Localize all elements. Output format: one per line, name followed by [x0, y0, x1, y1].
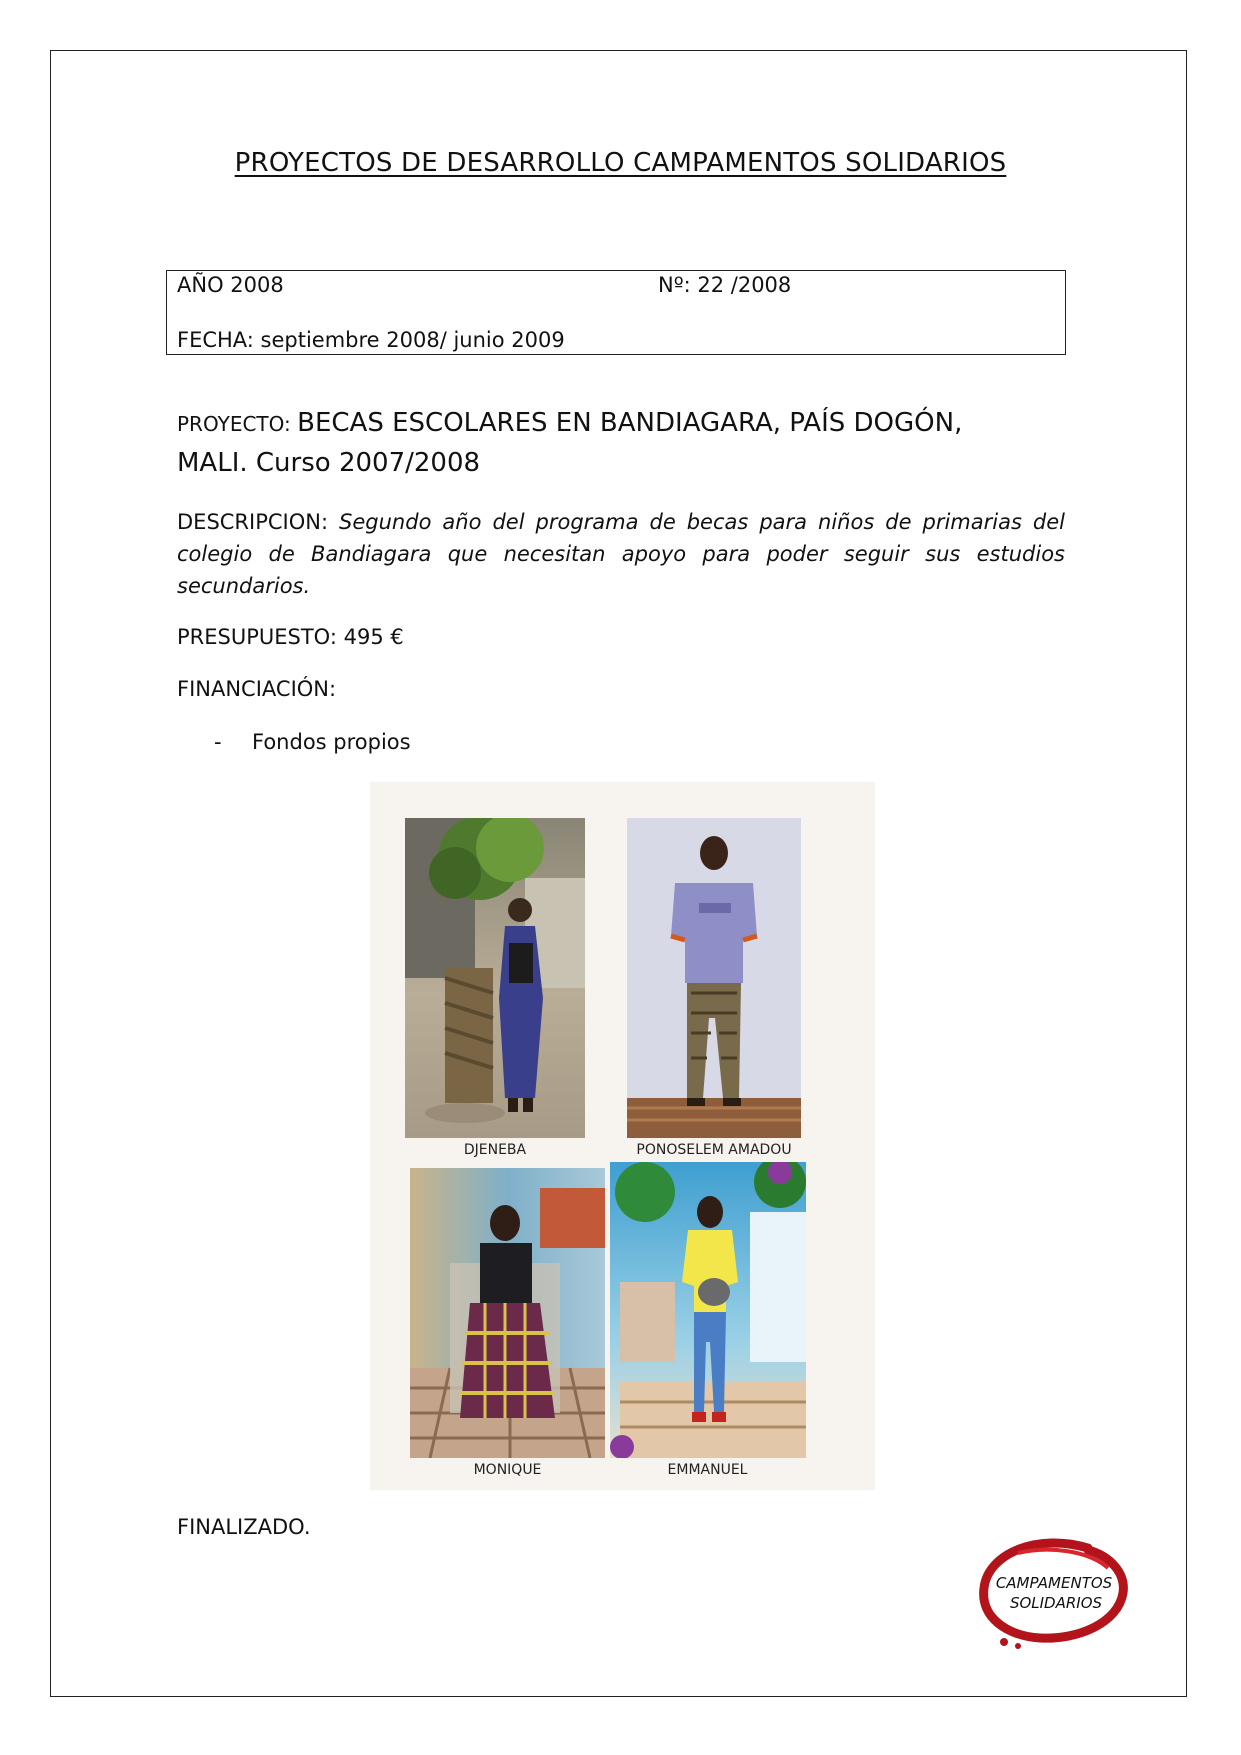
budget: PRESUPUESTO: 495 € [177, 625, 404, 649]
svg-text:CAMPAMENTOS: CAMPAMENTOS [995, 1574, 1113, 1592]
project-title-line-1 [177, 408, 962, 438]
info-box [166, 270, 1066, 355]
photo-caption-ponoselem-amadou: PONOSELEM AMADOU [636, 1142, 792, 1158]
page-title: PROYECTOS DE DESARROLLO CAMPAMENTOS SOLIDARIOS [234, 148, 1007, 178]
photo-caption-djeneba: DJENEBA [463, 1142, 527, 1158]
financing-label: FINANCIACIÓN: [177, 677, 337, 701]
financing-item-dash: - [214, 730, 222, 754]
project-title-line-2: MALI. Curso 2007/2008 [177, 448, 481, 478]
year-field: AÑO 2008 [177, 273, 284, 297]
photo-caption-emmanuel: EMMANUEL [667, 1462, 748, 1478]
photo-emmanuel [610, 1162, 806, 1458]
photo-collage [370, 782, 875, 1490]
photo-caption-monique: MONIQUE [473, 1462, 542, 1478]
photo-monique [410, 1168, 605, 1458]
campamentos-solidarios-logo [978, 1538, 1128, 1653]
number-field: Nº: 22 /2008 [658, 273, 792, 297]
svg-text:SOLIDARIOS: SOLIDARIOS [1009, 1594, 1103, 1612]
photo-djeneba [405, 818, 585, 1138]
date-field: FECHA: septiembre 2008/ junio 2009 [177, 328, 565, 352]
description-text: Segundo año del programa de becas para niños de primarias del colegio de Bandiagara que necesitan apoyo para poder seguir sus estudios secundarios. [177, 510, 1065, 598]
project-status: FINALIZADO. [177, 1515, 311, 1539]
photo-ponoselem-amadou [627, 818, 801, 1138]
project-name: BECAS ESCOLARES EN BANDIAGARA, PAÍS DOGÓN, [297, 408, 963, 438]
financing-item: Fondos propios [252, 730, 411, 754]
project-label: PROYECTO: [177, 412, 298, 436]
description-label: DESCRIPCION: [177, 510, 340, 534]
description [177, 506, 1065, 602]
